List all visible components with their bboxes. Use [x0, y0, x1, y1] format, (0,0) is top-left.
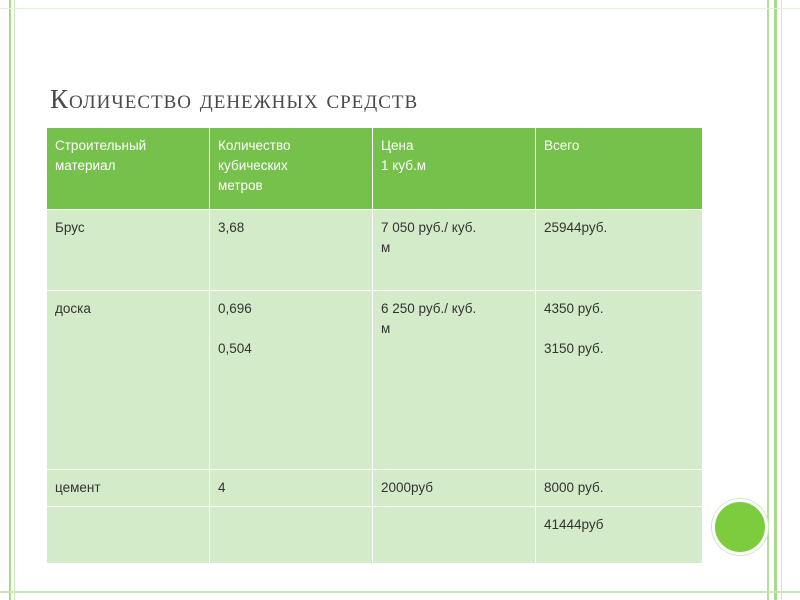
- cost-table: [46, 127, 703, 564]
- header-price-line2: 1 куб.м: [381, 158, 426, 173]
- price-value-line2: м: [381, 321, 391, 336]
- quantity-value: 3,68: [218, 220, 245, 235]
- decor-line-right-2: [774, 0, 777, 600]
- cell-price: [373, 291, 536, 470]
- price-value: 2000руб: [381, 480, 434, 495]
- cell-material: Брус: [47, 210, 210, 291]
- total-value: 25944руб.: [544, 220, 608, 235]
- cell-price: [373, 507, 536, 564]
- header-price-line1: Цена: [381, 138, 414, 153]
- cell-total: [536, 210, 703, 291]
- header-material-line2: материал: [55, 158, 116, 173]
- header-total: [536, 128, 703, 210]
- price-value-line2: м: [381, 240, 391, 255]
- quantity-value-2: 0,504: [218, 341, 252, 356]
- decor-line-right-1: [767, 0, 769, 600]
- decor-line-left-2: [14, 0, 15, 600]
- header-quantity: [210, 128, 373, 210]
- decor-circle: [712, 499, 768, 555]
- cell-quantity: [210, 291, 373, 470]
- decor-line-left-1: [9, 0, 11, 600]
- total-value-2: 3150 руб.: [544, 341, 604, 356]
- cell-grand-total: [536, 507, 703, 564]
- slide-title: Количество денежных средств: [50, 84, 419, 114]
- cell-price: [373, 210, 536, 291]
- cell-material: доска: [47, 291, 210, 470]
- decor-line-bottom: [0, 591, 800, 593]
- cell-quantity: [210, 507, 373, 564]
- decor-line-right-3: [781, 0, 782, 600]
- cell-quantity: [210, 470, 373, 507]
- header-quantity-line3: метров: [218, 178, 263, 193]
- grand-total-value: 41444руб: [544, 517, 604, 532]
- cell-total: [536, 291, 703, 470]
- total-value-1: 4350 руб.: [544, 301, 604, 316]
- quantity-value: 4: [218, 480, 226, 495]
- header-quantity-line1: Количество: [218, 138, 291, 153]
- table-header-row: [47, 128, 703, 210]
- header-quantity-line2: кубических: [218, 158, 288, 173]
- table-row: [47, 210, 703, 291]
- price-value-line1: 7 050 руб./ куб.: [381, 220, 477, 235]
- table-row-grand-total: [47, 507, 703, 564]
- table-row: [47, 291, 703, 470]
- header-material-line1: Строительный: [55, 138, 147, 153]
- header-total-line1: Всего: [544, 138, 580, 153]
- table-row: [47, 470, 703, 507]
- cell-material: цемент: [47, 470, 210, 507]
- cell-total: [536, 470, 703, 507]
- cell-price: [373, 470, 536, 507]
- header-price: [373, 128, 536, 210]
- cell-material: [47, 507, 210, 564]
- total-value: 8000 руб.: [544, 480, 604, 495]
- price-value-line1: 6 250 руб./ куб.: [381, 301, 477, 316]
- quantity-value-1: 0,696: [218, 301, 252, 316]
- header-material: [47, 128, 210, 210]
- decor-line-top: [0, 8, 800, 9]
- cell-quantity: [210, 210, 373, 291]
